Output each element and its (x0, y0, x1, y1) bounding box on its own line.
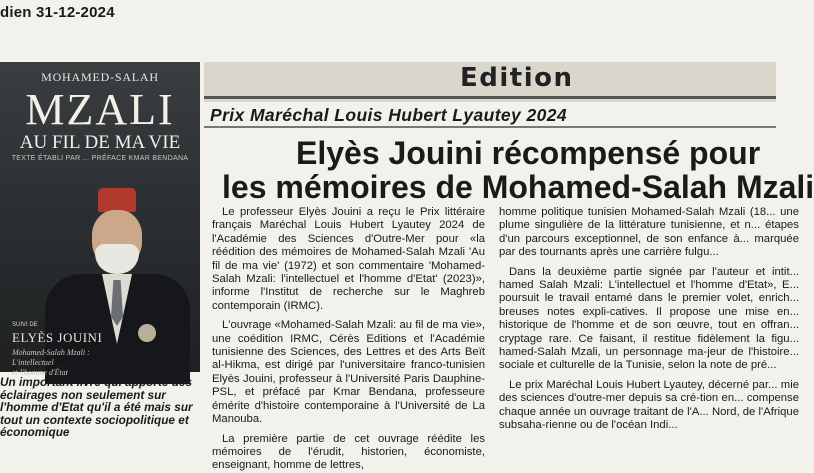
article-paragraph: La première partie de cet ouvrage réédite les mémoires de l'érudit, historien, économiste, enseignant, homme de lettres, (212, 432, 485, 472)
cover-subtitle: AU FIL DE MA VIE (19, 132, 181, 153)
article-column-2 (499, 206, 799, 438)
headline-line-1: Elyès Jouini récompensé pour (296, 135, 761, 171)
article-column-1 (212, 206, 485, 472)
article-kicker: Prix Maréchal Louis Hubert Lyautey 2024 (210, 105, 567, 125)
article-paragraph: Dans la deuxième partie signée par l'auteur et intit... hamed Salah Mzali: L'intellectuel et l'homme d'Etat», E... poursuit le travail entamé dans le premier volet, enrich... breuses notes expli-catives. Il propose une mise en... historique de l'homme et de son œuvre, tout en offran... cryptage rare. Ce faisant, il restitue fidèlement la figu... hamed-Salah Mzali, un personnage ma-jeur de l'histoire... sociale et culturelle de la Tunisie, selon la note de pré... (499, 265, 799, 372)
cover-author: MOHAMED-SALAH (41, 70, 159, 84)
article-paragraph: homme politique tunisien Mohamed-Salah Mzali (18... une plume singulière de la littérature tunisienne, et n... étapes d'un parcours exceptionnel, de son enfance à... marquée par des tournants après une carrière fulgu... (499, 206, 799, 259)
cover-subline: TEXTE ÉTABLI PAR ... PRÉFACE KMAR BENDANA (11, 155, 189, 162)
article-paragraph: Le professeur Elyès Jouini a reçu le Prix littéraire français Maréchal Louis Hubert Lyautey 2024 de l'Académie des Sciences d'Outre-Mer pour «la réédition des mémoires de Mohamed-Salah Mzali 'Au fil de ma vie' (1972) et son commentaire 'Mohamed-Salah Mzali: l'intellectuel et l'homme d'Etat' (2023)», informe l'Institut de recherche sur le Maghreb contemporain (IRMC). (212, 206, 485, 312)
cover-title: MZALI (25, 85, 175, 134)
section-rule (204, 96, 776, 99)
cover-commentary-line: Mohamed-Salah Mzali : (12, 348, 90, 357)
cover-commentary-line: et l'homme d'État (12, 368, 68, 377)
portrait-fez (98, 188, 136, 212)
newspaper-date: dien 31-12-2024 (0, 4, 115, 21)
article-paragraph: L'ouvrage «Mohamed-Salah Mzali: au fil de ma vie», une coédition IRMC, Cérès Editions et l'Académie tunisienne des Sciences, des Lettres et des Arts Beït al-Hikma, est dirigé par l'universitaire franco-tunisien Elyès Jouini, professeur à l'Université Paris Dauphine-PSL, et préfacé par Kmar Bendana, professeure émérite d'histoire contemporaine à l'Université de La Manouba. (212, 319, 485, 426)
section-header (204, 62, 776, 102)
article-paragraph: Le prix Maréchal Louis Hubert Lyautey, décerné par... mie des sciences d'outre-mer depuis sa cré-tion en... compense chaque année un ouvrage traitant de l'A... Nord, de l'Afrique subsaha-rienne ou de l'océan Indi... (499, 378, 799, 432)
article-headline (222, 136, 814, 204)
cover-commentator: ELYÈS JOUINI (12, 330, 103, 345)
cover-commentary-line: L'intellectuel (12, 358, 54, 367)
book-cover-image (0, 62, 200, 377)
kicker-rule (204, 126, 776, 128)
cover-suivi-de: SUIVI DE (12, 322, 38, 328)
photo-caption: Un important livre qui apporte des éclairages non seulement sur l'homme d'Etat qu'il a été mais sur tout un contexte sociopolitique et économique (0, 375, 193, 439)
section-label: Edition (460, 63, 574, 93)
portrait-beard (95, 244, 139, 274)
headline-line-2: les mémoires de Mohamed-Salah Mzali (222, 169, 814, 205)
portrait-medal (138, 324, 156, 342)
